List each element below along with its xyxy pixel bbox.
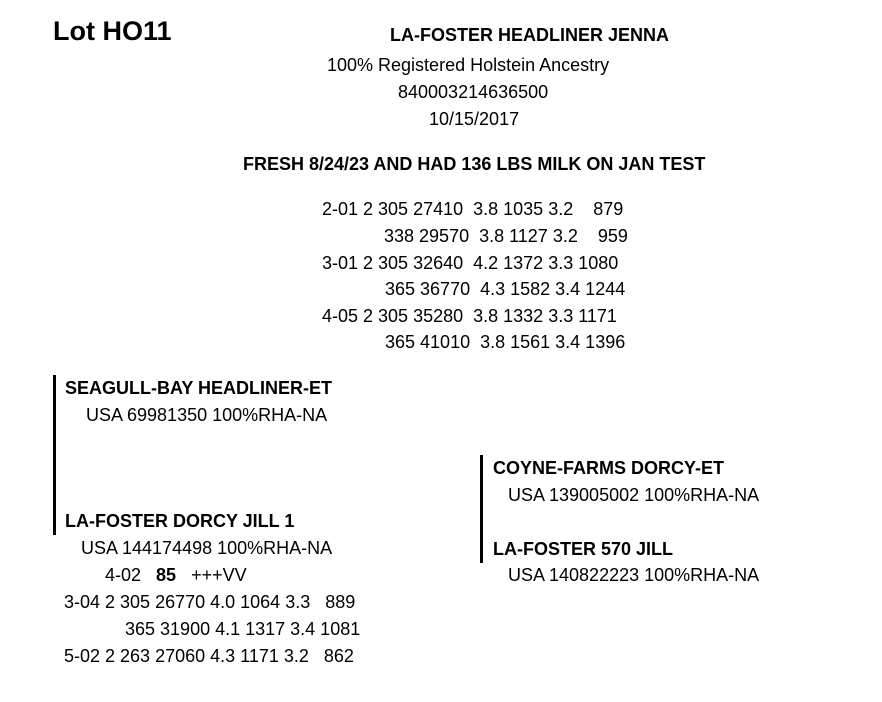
fresh-note: FRESH 8/24/23 AND HAD 136 LBS MILK ON JAN TEST xyxy=(243,154,706,174)
classification-code: +++VV xyxy=(191,565,247,585)
dam-classification xyxy=(105,565,247,586)
sire-name: SEAGULL-BAY HEADLINER-ET xyxy=(65,378,333,398)
record-line: 3-01 2 305 32640 4.2 1372 3.3 1080 xyxy=(322,253,619,273)
record-line: 4-05 2 305 35280 3.8 1332 3.3 1171 xyxy=(322,306,617,326)
pedigree-bracket-left xyxy=(53,375,56,535)
classification-age: 4-02 xyxy=(105,565,142,585)
pedigree-bracket-right xyxy=(480,455,483,563)
record-line: 338 29570 3.8 1127 3.2 959 xyxy=(384,226,628,246)
lot-number: Lot HO11 xyxy=(53,16,172,46)
dam-record-line: 365 31900 4.1 1317 3.4 1081 xyxy=(125,619,361,639)
animal-ancestry: 100% Registered Holstein Ancestry xyxy=(327,55,610,75)
dam-dam-name: LA-FOSTER 570 JILL xyxy=(493,539,674,559)
dam-sire-name: COYNE-FARMS DORCY-ET xyxy=(493,458,725,478)
dam-record-line: 3-04 2 305 26770 4.0 1064 3.3 889 xyxy=(64,592,356,612)
animal-birth-date: 10/15/2017 xyxy=(429,109,520,129)
sire-reg: USA 69981350 100%RHA-NA xyxy=(86,405,328,425)
dam-record-line: 5-02 2 263 27060 4.3 1171 3.2 862 xyxy=(64,646,354,666)
animal-name: LA-FOSTER HEADLINER JENNA xyxy=(390,25,670,45)
dam-name: LA-FOSTER DORCY JILL 1 xyxy=(65,511,295,531)
dam-reg: USA 144174498 100%RHA-NA xyxy=(81,538,333,558)
record-line: 365 36770 4.3 1582 3.4 1244 xyxy=(385,279,626,299)
record-line: 2-01 2 305 27410 3.8 1035 3.2 879 xyxy=(322,199,624,219)
record-line: 365 41010 3.8 1561 3.4 1396 xyxy=(385,332,626,352)
classification-score: 85 xyxy=(156,565,177,585)
dam-sire-reg: USA 139005002 100%RHA-NA xyxy=(508,485,760,505)
animal-reg-number: 840003214636500 xyxy=(398,82,549,102)
dam-dam-reg: USA 140822223 100%RHA-NA xyxy=(508,565,760,585)
